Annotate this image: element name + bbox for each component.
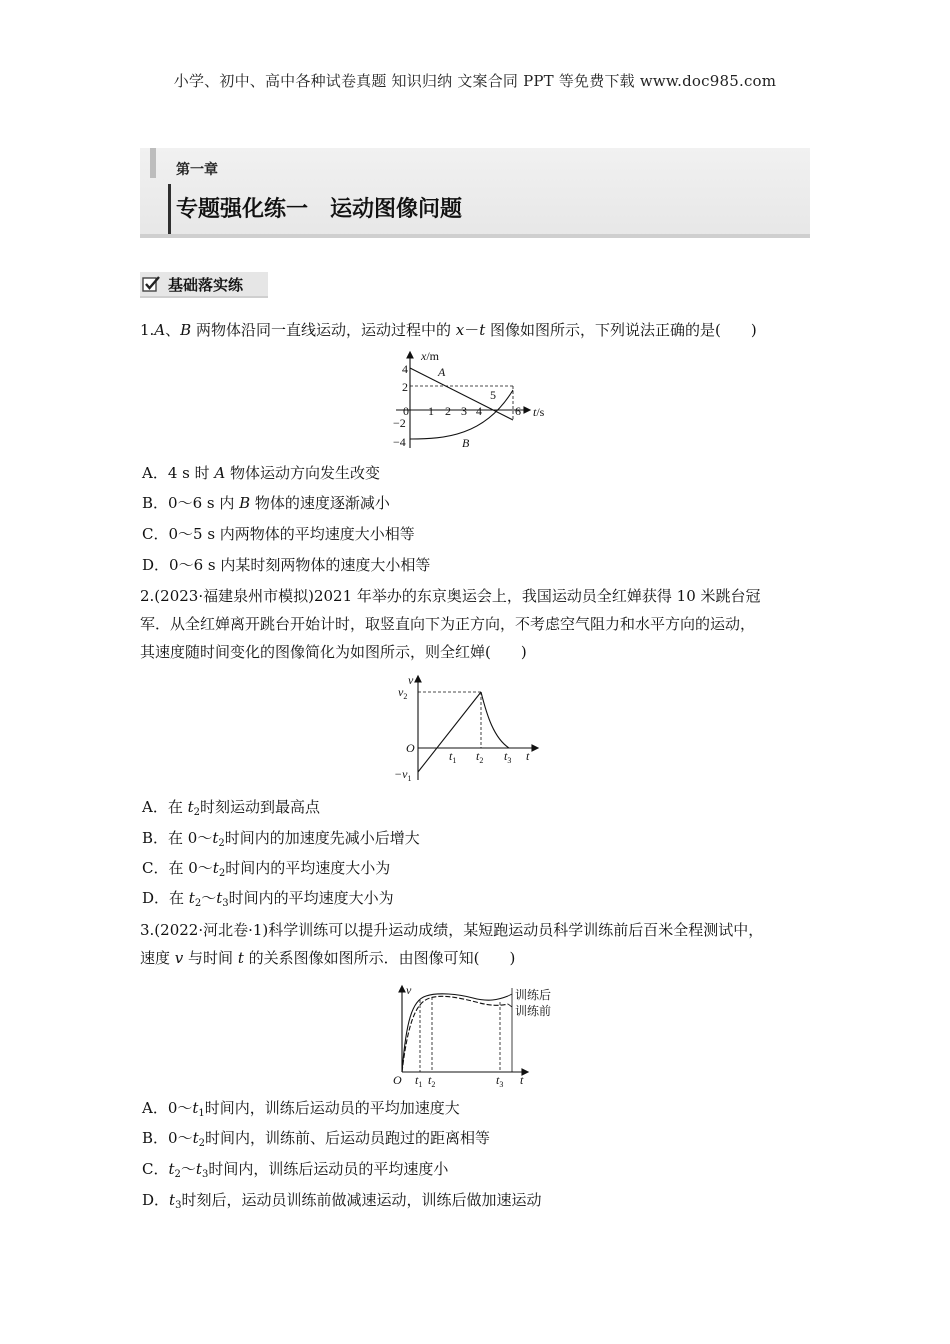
y-tick-neg2: −2 [393, 416, 406, 430]
x-tick-6: 6 [515, 404, 521, 418]
x-tick-4: 4 [476, 404, 482, 418]
x-tick-2: 2 [445, 404, 451, 418]
q1-option-a[interactable]: A．4 s 时 A 物体运动方向发生改变 [142, 464, 381, 482]
q2-option-a[interactable]: A．在 $t_2$时刻运动到最高点 [142, 798, 321, 818]
question-3-stem: 3.(2022·河北卷·1)科学训练可以提升运动成绩，某短跑运动员科学训练前后百米全程测试中， 速度 v 与时间 t 的关系图像如图所示．由图像可知( ) [140, 921, 764, 967]
q1-option-d[interactable]: D．0～6 s 内某时刻两物体的速度大小相等 [142, 556, 431, 574]
svg-text:t/s: t/s [533, 405, 545, 419]
section-heading [140, 272, 268, 298]
q3-option-c[interactable]: C．$t_2\sim t_3$时间内，训练后运动员的平均速度小 [142, 1160, 449, 1180]
y-tick-neg4: −4 [393, 435, 406, 449]
question-2-stem: 2.(2023·福建泉州市模拟)2021 年举办的东京奥运会上，我国运动员全红婵获得 10 米跳台冠 军．从全红婵离开跳台开始计时，取竖直向下为正方向，不考虑空气阻力和水平方向的运动， 其速度随时间变化的图像简化为如图所示，则全红婵( ) [140, 587, 761, 661]
chapter-label: 第一章 [176, 162, 218, 178]
q2-option-d[interactable]: D．在 $t_2\sim t_3$时间内的平均速度大小为 [142, 889, 394, 909]
question-2-vt-graph [388, 672, 548, 784]
velocity-decay-curve [481, 692, 509, 748]
q2-option-b[interactable]: B．在 $0\sim t_2$时间内的加速度先减小后增大 [142, 829, 420, 849]
x-tick-3: 3 [461, 404, 467, 418]
q2-option-c[interactable]: C．在 $0\sim t_2$时间内的平均速度大小为 [142, 859, 391, 879]
curve-A-label: A [438, 365, 446, 379]
legend-before-training: 训练前 [515, 1004, 552, 1018]
y-tick-4: 4 [402, 362, 408, 376]
svg-text:−v1: $-v_1$ [394, 767, 412, 783]
question-1-xt-graph [390, 348, 560, 452]
svg-text:t1: $t_1$ [415, 1073, 423, 1089]
svg-text:t3: $t_3$ [504, 749, 512, 765]
svg-text:v2: $v_2$ [398, 685, 408, 701]
x-axis-label: x [421, 349, 427, 363]
q3-option-a[interactable]: A．$0\sim t_1$时间内，训练后运动员的平均加速度大 [142, 1099, 460, 1119]
x-tick-5: 5 [490, 388, 496, 402]
checkmark-icon [142, 275, 160, 293]
q3-option-b[interactable]: B．$0\sim t_2$时间内，训练前、后运动员跑过的距离相等 [142, 1129, 490, 1149]
origin-label: O [393, 1073, 402, 1087]
curve-B-label: B [462, 436, 470, 450]
question-1-stem: 1.A、B 两物体沿同一直线运动，运动过程中的 x－t 图像如图所示，下列说法正确的是( ) [140, 321, 757, 339]
svg-text:t3: $t_3$ [496, 1073, 504, 1089]
y-tick-2: 2 [402, 380, 408, 394]
v-axis-label: v [408, 673, 414, 687]
legend-after-training: 训练后 [515, 988, 552, 1002]
svg-text:x/m: x/m [421, 349, 439, 363]
curve-after-training [402, 994, 508, 1072]
q3-option-d[interactable]: D．$t_3$时刻后，运动员训练前做减速运动，训练后做加速运动 [142, 1191, 542, 1211]
question-3-vt-graph [388, 982, 568, 1090]
t-axis-label: t [533, 405, 537, 419]
svg-text:t2: $t_2$ [476, 749, 484, 765]
top-banner: 小学、初中、高中各种试卷真题 知识归纳 文案合同 PPT 等免费下载 www.doc985.com [173, 72, 777, 90]
v-axis-label: v [406, 983, 412, 997]
origin-label: 0 [403, 404, 409, 418]
origin-label: O [406, 741, 415, 755]
section-label: 基础落实练 [168, 276, 244, 294]
page-title: 专题强化练一 运动图像问题 [176, 197, 463, 222]
q1-option-c[interactable]: C．0～5 s 内两物体的平均速度大小相等 [142, 525, 415, 543]
t-axis-label: t [520, 1073, 524, 1087]
svg-text:t2: $t_2$ [428, 1073, 436, 1089]
svg-text:t1: $t_1$ [449, 749, 457, 765]
t-axis-label: t [526, 749, 530, 763]
x-tick-1: 1 [428, 404, 434, 418]
q1-option-b[interactable]: B．0～6 s 内 B 物体的速度逐渐减小 [142, 494, 390, 512]
curve-before-training [402, 996, 508, 1072]
